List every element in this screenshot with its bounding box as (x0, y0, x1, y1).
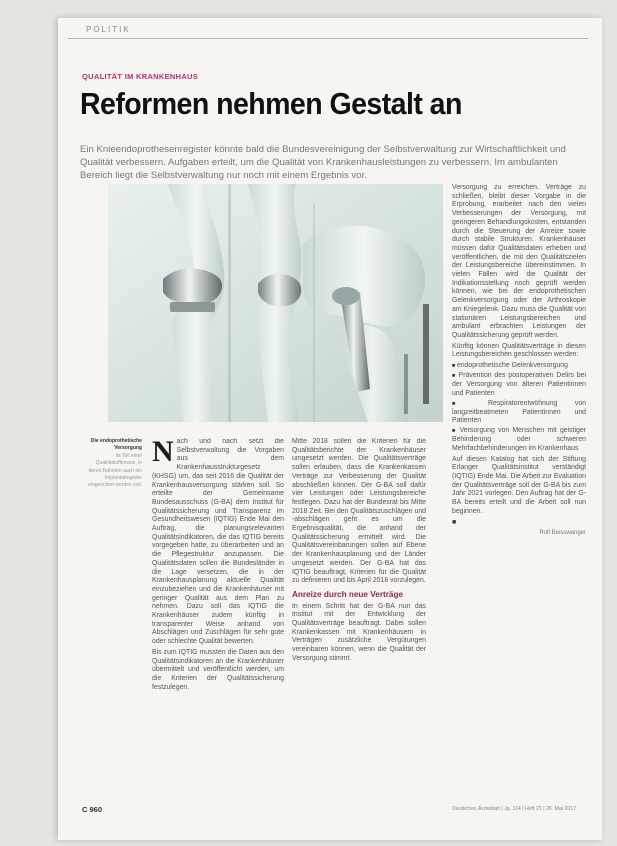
section-header-bar (68, 24, 588, 39)
article-column-1 (152, 438, 284, 798)
knee-implant-photo (108, 184, 443, 422)
col3-paragraph-1: Versorgung zu erreichen. Verträge zu schließen, bleibt dieser Vorgabe in die Erprobung, erarbeitet nach den vielen Verbesserungen der Versorgung, mit geringeren Behandlungskosten, entstanden durch die Steuerung der Anreize sowie durch stabile Strukturen. Krankenhäuser müssen dafür Qualitätsdaten erheben und veröffentlichen, die mit den Qualitätszielen der Leistungsbereiche übereinstimmen. In vielen Fällen wird die Qualität der Indikationsstellung noch geprüft werden können, wie bei der endoprothetischen Gelenkversorgung oder der Arthroskopie am Kniegelenk. Dazu muss die Qualität von stationären Leistungsbereichen und ambulant erbrachten Leistungen der Qualitätssicherung geprüft werden. (452, 184, 586, 339)
col3-paragraph-2: Künftig können Qualitätsverträge in diesen Leistungsbereichen geschlossen werden: (452, 342, 586, 359)
leistungsbereiche-list (452, 362, 586, 454)
page-number: C 960 (82, 805, 103, 814)
caption-text: ist Teil einer Qualitätsoffensive, in deren Rahmen auch ein Implantatregister eingerichtet werden soll. (88, 452, 142, 489)
author-name: Rolf Beisswanger (539, 530, 586, 537)
article-column-2 (292, 438, 426, 798)
magazine-page (58, 18, 602, 840)
list-item: ■ Respiratorentwöhnung von langzeitbeatmeten Patientinnen und Patienten (452, 400, 586, 426)
article-headline: Reformen nehmen Gestalt an (80, 86, 462, 121)
drop-cap: N (152, 438, 174, 468)
list-item: ■ endoprothetische Gelenkversorgung (452, 362, 586, 371)
article-lead: Ein Knieendoprothesenregister könnte bald die Bundesvereinigung der Selbstverwaltung zur Wirtschaftlichkeit und Qualität verbessern. Aufgaben erteilt, um die Qualität von Krankenhausleistungen zu verbessern. Im ambulanten Bereich liegt die Selbstverwaltung nur noch mit einem Ergebnis vor. (80, 144, 566, 181)
photo-caption (82, 438, 142, 490)
article-kicker: QUALITÄT IM KRANKENHAUS (82, 72, 199, 81)
list-item: ■ Versorgung von Menschen mit geistiger Behinderung oder schweren Mehrfachbehinderungen im Krankenhaus (452, 427, 586, 453)
col1-paragraph-2: Bis zum IQTIG mussten die Daten aus den Qualitätsindikatoren an die Krankenhäuser übermittelt und veröffentlicht werden, um die Kriterien der Qualitätssicherung festzulegen. (152, 648, 284, 691)
col2-paragraph-1: Mitte 2018 sollen die Kriterien für die Qualitätsberichte der Krankenhäuser umgesetzt werden. Die Qualitätsverträge sollen erlauben, dass die Krankenkassen Verträge zur Verbesserung der Qualität abschließen können. Der G-BA soll dafür vier Leistungen oder Leistungsbereiche festlegen. Dazu hat der Bundesrat bis Mitte 2018 Zeit. Bei den Qualitätszuschlägen und -abschlägen geht es um die Ergebnisqualität, die anhand der Qualitätssicherung ermittelt wird. Die Qualitätsvereinbarungen sollen auf Ebene der Krankenhausplanung und der Länder umgesetzt werden. Der G-BA hat das IQTIG beauftragt, Kriterien für die Qualität zu definieren und bis April 2018 vorzulegen. (292, 438, 426, 585)
journal-info: Deutsches Ärzteblatt | Jg. 114 | Heft 21 | 26. Mai 2017 (452, 806, 576, 812)
col2-paragraph-2: In einem Schritt hat der G-BA nun das Institut mit der Entwicklung der Qualitätsverträge beauftragt. Dabei sollen Krankenkassen mit Krankenhäusern in Verträgen zusätzliche Vergütungen vereinbaren können, wenn die Qualität der Versorgung stimmt. (292, 602, 426, 662)
col1-paragraph-1: ach und nach setzt die Selbstverwaltung die Vorgaben aus dem Krankenhausstrukturgesetz (KHSG) um, das seit 2016 die Qualität der Krankenhausversorgung stärken soll. So erteilte der Gemeinsame Bundesausschuss (G-BA) dem Institut für Qualitätssicherung und Transparenz im Gesundheitswesen (IQTIG) Ende Mai den Auftrag, die planungsrelevanten Qualitätsindikatoren, die das IQTIG bereits vorgegeben hatte, zu überarbeiten und an die Pflegestruktur anzupassen. Die Qualitätsdaten sollen die Bundesländer in die Lage versetzen, die in der Krankenhausplanung aktuelle Qualität einzubeziehen und die Krankenhäuser mit geringer Qualität aus dem Plan zu nehmen. Dazu soll das IQTIG die Krankenhäuser zudem künftig in transparenter Weise anhand von Abschlägen und Zuschlägen für sehr gute oder schlechte Qualität bewerten. (152, 438, 284, 646)
implant-illustration (108, 184, 443, 422)
col3-paragraph-3: Auf diesen Katalog hat sich der Stiftung Erlanger Qualitätsinstitut verständigt (IQTIG) Ende Mai. Die Arbeit zur Evaluation der Qualitätsverträge soll der G-BA bis zum Jahr 2021 vorlegen. Den Auftrag hat der G-BA bereits erteilt und die Arbeit soll nun beginnen. (452, 455, 586, 515)
section-label: POLITIK (86, 25, 131, 34)
col2-subheading: Anreize durch neue Verträge (292, 589, 404, 599)
list-item: ■ Prävention des postoperativen Delirs bei der Versorgung von älteren Patientinnen und Patienten (452, 372, 586, 398)
article-column-3 (452, 184, 586, 798)
end-mark: ■ (452, 518, 457, 526)
caption-title: Die endoprothetische Versorgung (90, 438, 142, 452)
